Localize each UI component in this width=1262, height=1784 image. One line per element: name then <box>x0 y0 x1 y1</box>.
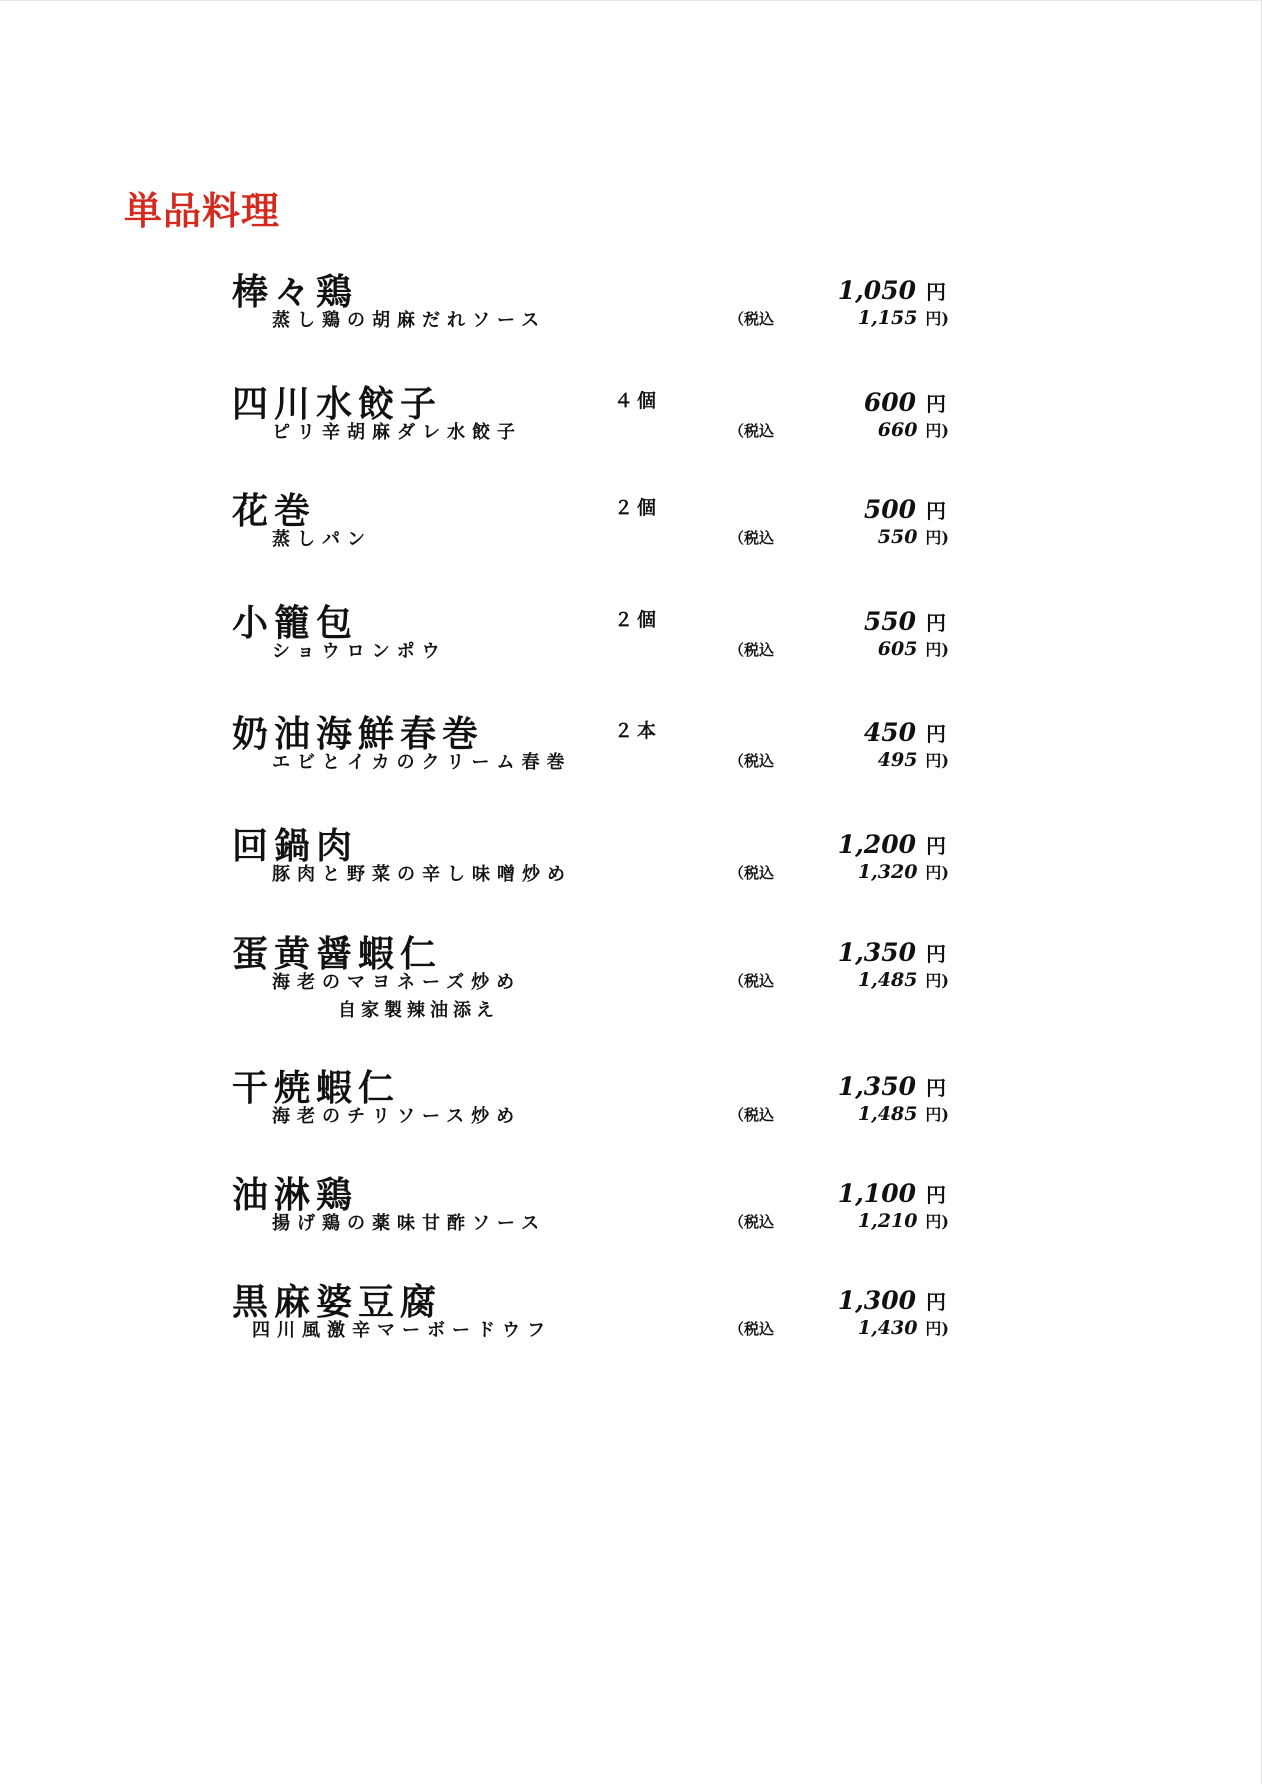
tax-included-label: （税込 <box>729 972 775 990</box>
yen-unit: 円 <box>926 499 946 523</box>
price-tax-value: 1,430 <box>857 1317 918 1339</box>
tax-included-label: （税込 <box>729 1213 775 1231</box>
item-description: ピリ辛胡麻ダレ水餃子 <box>272 422 522 443</box>
yen-unit: 円) <box>925 1212 949 1231</box>
item-price-tax-included <box>858 306 949 329</box>
item-price-tax-included <box>858 968 949 991</box>
yen-unit: 円) <box>925 971 949 990</box>
tax-included-label: （税込 <box>729 641 775 659</box>
item-price <box>864 718 946 747</box>
price-value: 1,100 <box>837 1179 916 1208</box>
tax-included-label: （税込 <box>729 1320 775 1338</box>
price-value: 450 <box>863 718 916 747</box>
price-tax-value: 495 <box>877 749 918 771</box>
yen-unit: 円 <box>926 1290 946 1314</box>
yen-unit: 円 <box>926 1076 946 1100</box>
yen-unit: 円) <box>925 309 949 328</box>
menu-item <box>0 926 1262 1036</box>
price-value: 500 <box>863 495 916 524</box>
yen-unit: 円 <box>926 722 946 746</box>
menu-item <box>0 595 1262 675</box>
menu-item <box>0 818 1262 898</box>
item-price-tax-included <box>878 637 949 660</box>
item-quantity: ２個 <box>614 609 661 631</box>
menu-item <box>0 483 1262 563</box>
price-tax-value: 1,485 <box>857 1103 918 1125</box>
price-tax-value: 1,320 <box>857 861 918 883</box>
tax-included-label: （税込 <box>729 529 775 547</box>
menu-item <box>0 264 1262 344</box>
price-value: 600 <box>863 388 916 417</box>
price-value: 1,350 <box>837 1072 916 1101</box>
menu-item <box>0 376 1262 456</box>
menu-item <box>0 1274 1262 1354</box>
yen-unit: 円 <box>926 280 946 304</box>
item-price-tax-included <box>858 1209 949 1232</box>
item-price-tax-included <box>858 1102 949 1125</box>
item-price <box>864 607 946 636</box>
item-description: 四川風激辛マーボードウフ <box>252 1320 552 1341</box>
tax-included-label: （税込 <box>729 1106 775 1124</box>
item-name: 干焼蝦仁 <box>232 1067 401 1109</box>
item-price <box>838 1072 946 1101</box>
price-tax-value: 660 <box>877 419 918 441</box>
price-tax-value: 1,155 <box>857 307 918 329</box>
yen-unit: 円) <box>925 421 949 440</box>
item-name: 蛋黄醤蝦仁 <box>232 933 443 975</box>
price-tax-value: 550 <box>877 526 918 548</box>
item-price <box>838 276 946 305</box>
tax-included-label: （税込 <box>729 752 775 770</box>
menu-item <box>0 706 1262 786</box>
item-name: 四川水餃子 <box>232 383 443 425</box>
item-price <box>838 938 946 967</box>
item-price-tax-included <box>878 525 949 548</box>
yen-unit: 円) <box>925 528 949 547</box>
item-description: ショウロンポウ <box>272 641 447 662</box>
item-description-note: 自家製辣油添え <box>338 1000 499 1021</box>
item-name: 花巻 <box>232 490 317 532</box>
yen-unit: 円) <box>925 1105 949 1124</box>
item-price-tax-included <box>858 1316 949 1339</box>
price-value: 1,350 <box>837 938 916 967</box>
yen-unit: 円 <box>926 834 946 858</box>
item-price <box>838 830 946 859</box>
item-quantity: ２本 <box>614 720 661 742</box>
item-description: 蒸し鶏の胡麻だれソース <box>272 310 547 331</box>
price-tax-value: 1,210 <box>857 1210 918 1232</box>
price-value: 1,300 <box>837 1286 916 1315</box>
yen-unit: 円) <box>925 863 949 882</box>
item-quantity: ４個 <box>614 390 661 412</box>
item-price <box>864 388 946 417</box>
yen-unit: 円) <box>925 751 949 770</box>
yen-unit: 円) <box>925 640 949 659</box>
tax-included-label: （税込 <box>729 864 775 882</box>
item-price-tax-included <box>858 860 949 883</box>
item-price-tax-included <box>878 748 949 771</box>
item-description: 揚げ鶏の薬味甘酢ソース <box>272 1213 547 1234</box>
price-value: 1,050 <box>837 276 916 305</box>
price-value: 550 <box>863 607 916 636</box>
yen-unit: 円) <box>925 1319 949 1338</box>
item-description: 海老のチリソース炒め <box>272 1106 522 1127</box>
menu-item <box>0 1167 1262 1247</box>
yen-unit: 円 <box>926 942 946 966</box>
item-name: 油淋鶏 <box>232 1174 359 1216</box>
price-value: 1,200 <box>837 830 916 859</box>
item-price <box>864 495 946 524</box>
item-name: 小籠包 <box>232 602 359 644</box>
item-description: 蒸しパン <box>272 529 372 550</box>
item-price <box>838 1286 946 1315</box>
menu-item <box>0 1060 1262 1140</box>
section-title: 単品料理 <box>124 188 281 233</box>
yen-unit: 円 <box>926 611 946 635</box>
item-name: 回鍋肉 <box>232 825 359 867</box>
item-description: 海老のマヨネーズ炒め <box>272 972 522 993</box>
tax-included-label: （税込 <box>729 310 775 328</box>
item-name: 棒々鶏 <box>232 271 359 313</box>
yen-unit: 円 <box>926 1183 946 1207</box>
tax-included-label: （税込 <box>729 422 775 440</box>
item-price-tax-included <box>878 418 949 441</box>
item-name: 黒麻婆豆腐 <box>232 1281 443 1323</box>
item-price <box>838 1179 946 1208</box>
yen-unit: 円 <box>926 392 946 416</box>
item-description: 豚肉と野菜の辛し味噌炒め <box>272 864 572 885</box>
item-quantity: ２個 <box>614 497 661 519</box>
item-name: 奶油海鮮春巻 <box>232 713 485 755</box>
price-tax-value: 605 <box>877 638 918 660</box>
item-description: エビとイカのクリーム春巻 <box>272 752 572 773</box>
price-tax-value: 1,485 <box>857 969 918 991</box>
